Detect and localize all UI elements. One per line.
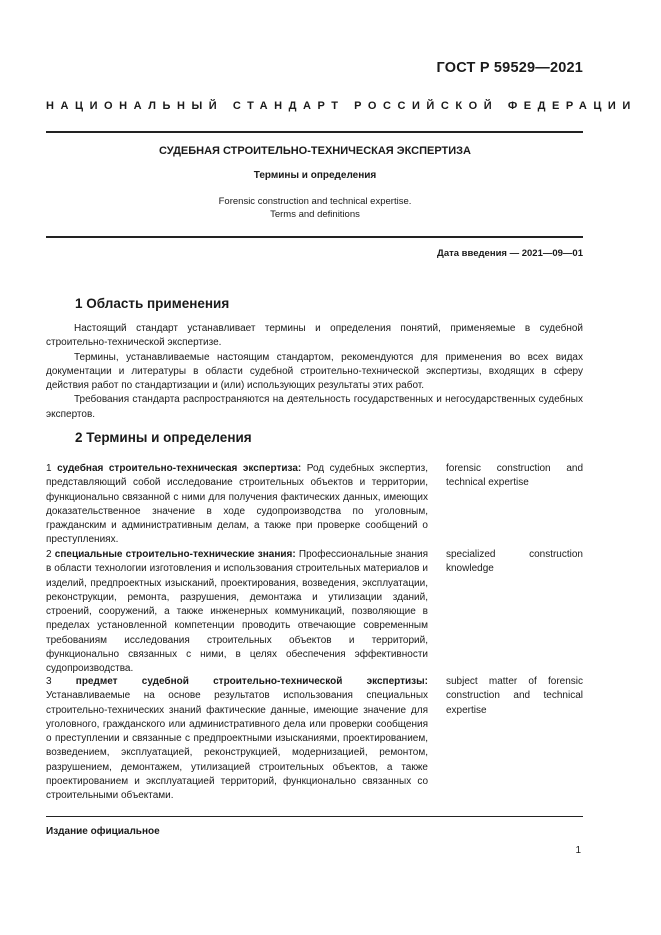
section-1-paragraph-1: Настоящий стандарт устанавливает термины и определения понятий, применяемые в судебной строительно-технической экспертизе.: [46, 323, 583, 349]
term-english: forensic construction and technical expertise: [446, 463, 583, 489]
term-definition: Устанавливаемые на основе результатов использования специальных строительно-технических знаний фактические данные, имеющие значение для уголовного, гражданского или административного дела или проверки сообщения о преступлении и связанные с предпроектными изысканиями, проектированием, возведением, эксплуатацией, реконструкцией, модернизацией, ремонтом, разрушением, демонтажем, утилизацией строительных объектов, а также проектированием и эксплуатацией территорий, функционально связанных со строительными объектами.: [46, 690, 428, 802]
official-edition-label: Издание официальное: [46, 826, 160, 837]
term-entry: [46, 548, 428, 677]
section-2-heading: 2 Термины и определения: [75, 430, 252, 445]
term-english: specialized construction knowledge: [446, 549, 583, 575]
term-name: специальные строительно-технические знания:: [54, 549, 296, 560]
footer-divider: [46, 816, 583, 817]
english-title: [0, 195, 630, 221]
gost-code: ГОСТ Р 59529—2021: [436, 60, 583, 76]
term-entry: [46, 462, 428, 548]
term-name: предмет судебной строительно-технической экспертизы:: [75, 676, 428, 687]
national-standard-heading: НАЦИОНАЛЬНЫЙ СТАНДАРТ РОССИЙСКОЙ ФЕДЕРАЦИИ: [46, 100, 637, 112]
english-title-line-2: Terms and definitions: [270, 209, 360, 220]
section-1-paragraph-3: Требования стандарта распространяются на деятельность государственных и негосударственных судебных экспертов.: [46, 394, 583, 420]
introduction-date: Дата введения — 2021—09—01: [437, 248, 583, 259]
term-number: 2: [46, 549, 52, 560]
document-subtitle: Термины и определения: [253, 170, 377, 181]
term-definition: Род судебных экспертиз, представляющий собой исследование строительных объектов и территории, функционально связанной с ними для получения фактических данных, имеющих доказательственное значение в ходе судопроизводства по уголовным, гражданским и административным делам, а также при проверке сообщений о преступлениях.: [46, 463, 428, 546]
english-title-line-1: Forensic construction and technical expertise.: [218, 196, 412, 207]
document-title: СУДЕБНАЯ СТРОИТЕЛЬНО-ТЕХНИЧЕСКАЯ ЭКСПЕРТИЗА: [158, 145, 471, 157]
header-divider: [46, 131, 583, 133]
title-divider: [46, 236, 583, 238]
term-entry: [46, 675, 428, 804]
term-english: subject matter of forensic construction and technical expertise: [446, 676, 583, 716]
section-1-paragraph-2: Термины, устанавливаемые настоящим стандартом, рекомендуются для применения во всех видах документации и литературы в области судебной строительно-технической экспертизы, входящих в сферу действия работ по стандартизации и (или) использующих результаты этих работ.: [46, 351, 583, 392]
term-number: 1: [46, 463, 52, 474]
term-definition: Профессиональные знания в области технологии изготовления и использования строительных материалов и изделий, предпроектных изысканий, проектирования, возведения, эксплуатации, реконструкции, ремонта, разрушения, демонтажа и утилизации зданий, строений, сооружений, а также инженерных коммуникаций, позволяющие в пределах установленной компетенции проводить отвечающие современным требованиям исследования строительных объектов и территорий, функционально связанных с ними, в целях обеспечения эффективности судопроизводства.: [46, 549, 428, 675]
term-name: судебная строительно-техническая экспертиза:: [57, 463, 302, 474]
section-1-body: [46, 322, 583, 422]
page-number: 1: [575, 845, 581, 856]
term-number: 3: [46, 676, 52, 687]
section-1-heading: 1 Область применения: [75, 296, 230, 311]
